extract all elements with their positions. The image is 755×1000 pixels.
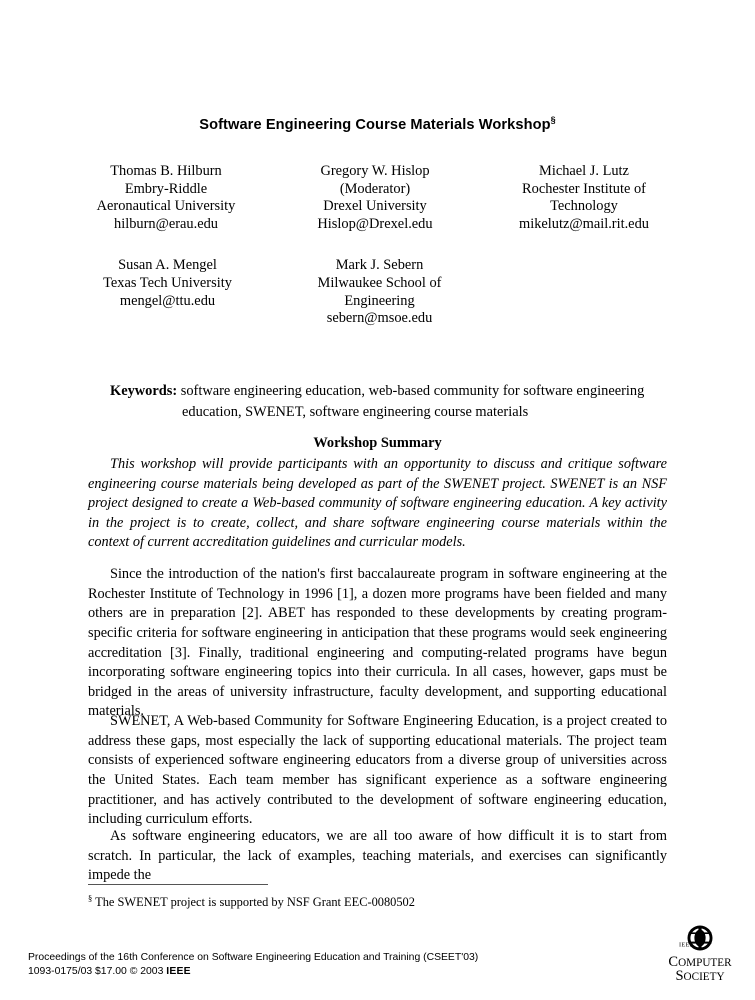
keywords-line-2: education, SWENET, software engineering course materials [182, 404, 529, 420]
footnote [88, 894, 588, 910]
keywords-label: Keywords: [110, 383, 178, 399]
ieee-computer-society-logo [650, 924, 750, 988]
summary-heading: Workshop Summary [313, 435, 442, 451]
author-affiliation-line: Drexel University [323, 198, 427, 215]
body-paragraph-2: SWENET, A Web-based Community for Software Engineering Education, is a project created to address these gaps, most especially the lack of supporting educational materials. The project team consists of experienced software engineering educators from a diverse group of universities across the United States. Each team member has significant experience as a software engineering practitioner, and has actively contributed to the development of software engineering education, including curriculum efforts. [88, 713, 667, 828]
author-column-lutz [493, 163, 675, 233]
author-column-sebern [287, 257, 472, 327]
footnote-marker: § [88, 892, 93, 903]
author-affiliation-line: Embry-Riddle [124, 180, 208, 197]
author-affiliation-line: Technology [550, 198, 618, 215]
author-row [75, 257, 675, 327]
body-paragraph-3: As software engineering educators, we are all too aware of how difficult it is to start from scratch. In particular, the lack of examples, teaching materials, and exercises can significantly impede the [88, 828, 667, 884]
author-email: mengel@ttu.edu [119, 292, 216, 309]
author-column-mengel [75, 257, 260, 310]
author-affiliation-line: Rochester Institute of [522, 180, 646, 197]
page-title [88, 116, 667, 134]
author-row [75, 163, 675, 233]
logo-word-society: SOCIETY [675, 968, 725, 984]
author-affiliation-line: Milwaukee School of [317, 274, 442, 291]
author-name: Michael J. Lutz [539, 163, 629, 179]
author-email: sebern@msoe.edu [326, 310, 433, 327]
footer-proceedings-line: Proceedings of the 16th Conference on Software Engineering Education and Training (CSEET'03) [28, 952, 479, 963]
author-affiliation-line: Aeronautical University [96, 198, 236, 215]
author-affiliation-line: Engineering [344, 292, 415, 309]
summary-abstract: This workshop will provide participants with an opportunity to discuss and critique software engineering course materials being developed as part of the SWENET project. SWENET is an NSF project designed to create a Web-based community of software engineering education. A key activity in the project is to create, collect, and share software engineering course materials within the context of current accreditation guidelines and curricular models. [88, 456, 667, 551]
footer-copyright-text: 1093-0175/03 $17.00 © 2003 [28, 966, 167, 978]
keywords-section [110, 381, 667, 423]
author-email: Hislop@Drexel.edu [317, 215, 433, 232]
author-affiliation-line: Texas Tech University [103, 274, 232, 291]
author-name: Susan A. Mengel [118, 257, 217, 274]
page-title-text: Software Engineering Course Materials Workshop [199, 116, 551, 133]
author-column-hilburn [75, 163, 257, 233]
page-footer [28, 951, 508, 980]
footer-copyright-line [28, 965, 508, 979]
keywords-line-1: software engineering education, web-based community for software engineering [180, 383, 645, 399]
author-name: Mark J. Sebern [335, 257, 424, 274]
footnote-separator [88, 884, 268, 885]
logo-word-computer: COMPUTER [668, 954, 732, 970]
author-email: mikelutz@mail.rit.edu [519, 215, 649, 232]
author-name: Gregory W. Hislop [320, 163, 430, 179]
author-email: hilburn@erau.edu [114, 215, 218, 232]
author-role: (Moderator) [339, 180, 411, 197]
title-footnote-marker: § [550, 114, 556, 125]
body-paragraph-1: Since the introduction of the nation's first baccalaureate program in software engineering at the Rochester Institute of Technology in 1996 [1], a dozen more programs have been fielded and many others are in preparation [2]. ABET has responded to these developments by creating program-specific criteria for software engineering in anticipation that these programs would seek engineering accreditation [3]. Finally, traditional engineering and computing-related programs have begun incorporating software engineering topics into their curricula. In all cases, however, gaps must be bridged in the areas of university infrastructure, faculty development, and supporting educational materials. [88, 566, 667, 720]
footnote-text: The SWENET project is supported by NSF Grant EEC-0080502 [95, 895, 415, 909]
author-column-hislop [284, 163, 466, 233]
logo-emblem-label: IEEE [679, 941, 694, 949]
author-block [75, 163, 675, 328]
author-name: Thomas B. Hilburn [110, 163, 222, 179]
footer-ieee-label: IEEE [166, 966, 191, 978]
